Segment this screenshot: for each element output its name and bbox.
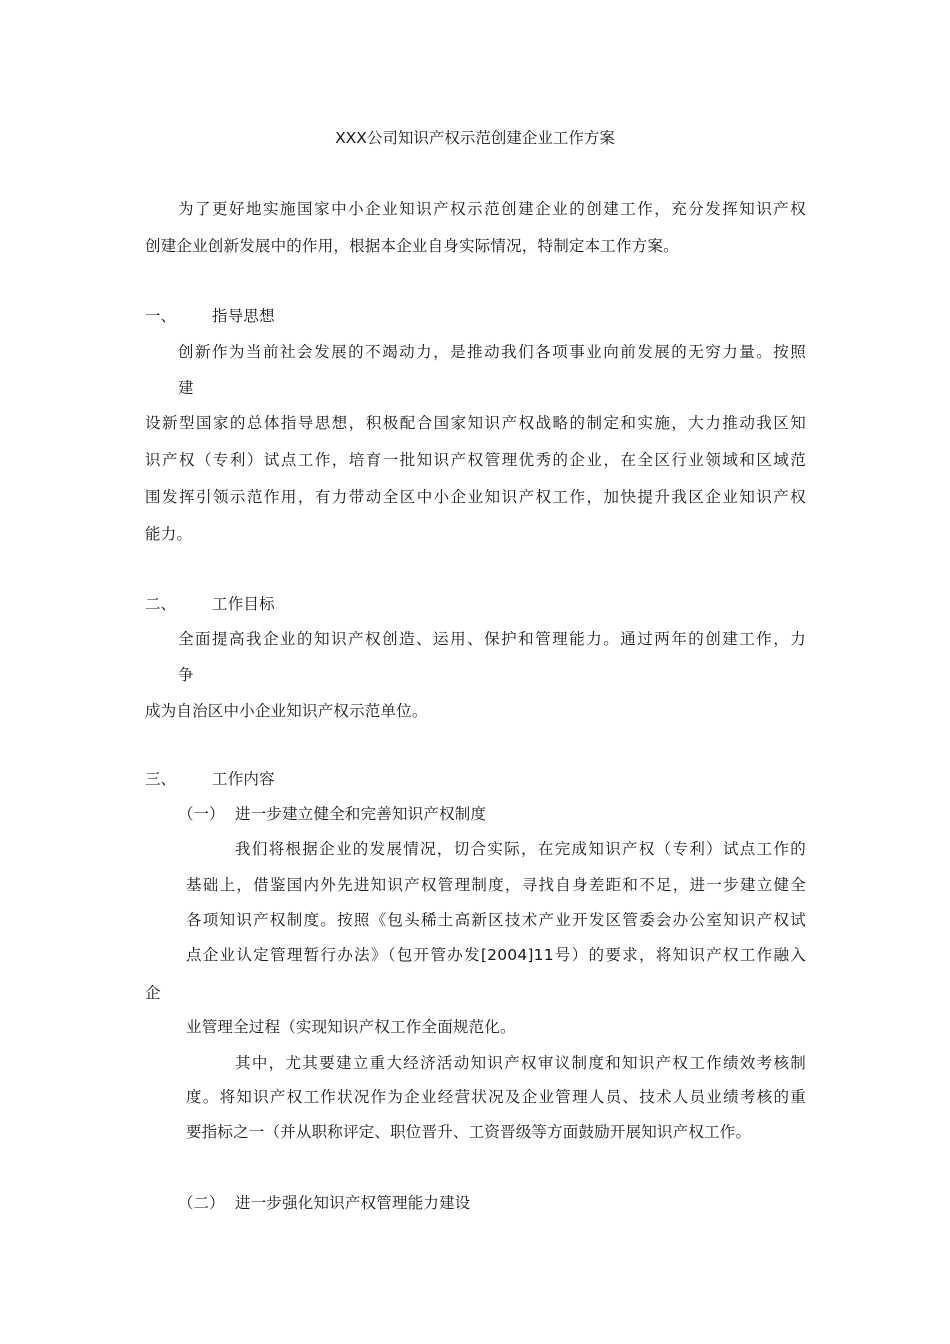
section-1-line-4: 识产权（专利）试点工作，培育一批知识产权管理优秀的企业，在全区行业领域和区域范 [145,451,806,469]
section-2-number: 二、 [145,595,177,613]
section-2-heading: 工作目标 [212,595,275,613]
section-1-line-5: 围发挥引领示范作用，有力带动全区中小企业知识产权工作，加快提升我区企业知识产权 [145,488,806,506]
subsection-1-p1-line-6: 业管理全过程（实现知识产权工作全面规范化。 [186,1018,516,1036]
subsection-1-p1-line-5: 企 [145,984,161,1002]
subsection-1-p2-line-3: 要指标之一（并从职称评定、职位晋升、工资晋级等方面鼓励开展知识产权工作。 [186,1123,752,1141]
section-2-line-1: 全面提高我企业的知识产权创造、运用、保护和管理能力。通过两年的创建工作，力 [178,630,806,648]
subsection-2-number: （二） [178,1194,225,1212]
intro-line-2: 创建企业创新发展中的作用，根据本企业自身实际情况，特制定本工作方案。 [145,237,679,255]
section-3-heading: 工作内容 [212,770,275,788]
section-1-line-2: 建 [178,379,194,397]
section-2-line-3: 成为自治区中小企业知识产权示范单位。 [145,702,428,720]
subsection-1-number: （一） [178,805,225,823]
section-1-number: 一、 [145,307,177,325]
document-title: XXX公司知识产权示范创建企业工作方案 [335,129,615,147]
subsection-1-p1-line-1: 我们将根据企业的发展情况，切合实际，在完成知识产权（专利）试点工作的 [235,840,806,858]
subsection-1-p2-line-1: 其中，尤其要建立重大经济活动知识产权审议制度和知识产权工作绩效考核制 [235,1054,806,1072]
subsection-2-heading: 进一步强化知识产权管理能力建设 [235,1194,471,1212]
section-1-heading: 指导思想 [212,307,275,325]
section-1-line-6: 能力。 [145,525,193,543]
section-3-number: 三、 [145,770,177,788]
intro-line-1: 为了更好地实施国家中小企业知识产权示范创建企业的创建工作，充分发挥知识产权 [178,200,806,218]
subsection-1-p1-line-2: 基础上，借鉴国内外先进知识产权管理制度，寻找自身差距和不足，进一步建立健全 [186,876,806,894]
subsection-1-p2-line-2: 度。将知识产权工作状况作为企业经营状况及企业管理人员、技术人员业绩考核的重 [186,1088,806,1106]
section-1-line-3: 设新型国家的总体指导思想，积极配合国家知识产权战略的制定和实施，大力推动我区知 [145,414,806,432]
subsection-1-heading: 进一步建立健全和完善知识产权制度 [235,805,487,823]
subsection-1-p1-line-3: 各项知识产权制度。按照《包头稀土高新区技术产业开发区管委会办公室知识产权试 [186,911,806,929]
subsection-1-p1-line-4: 点企业认定管理暂行办法》（包开管办发[2004]11号）的要求，将知识产权工作融入 [186,946,806,964]
section-2-line-2: 争 [178,666,194,684]
section-1-line-1: 创新作为当前社会发展的不竭动力，是推动我们各项事业向前发展的无穷力量。按照 [178,343,806,361]
